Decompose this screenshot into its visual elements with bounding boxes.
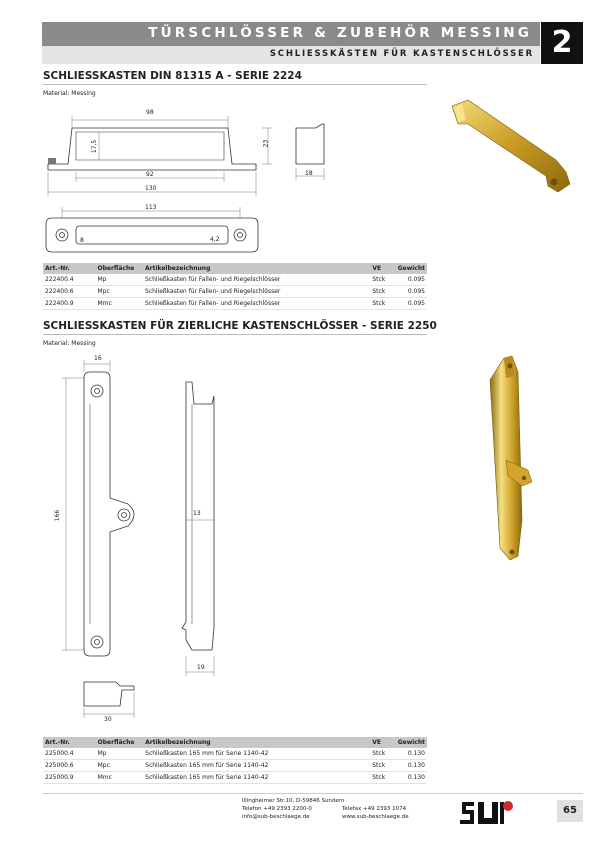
section1-material: Material: Messing (43, 90, 96, 97)
cell-weight: 0.095 (396, 298, 427, 310)
cell-ve: Stck (370, 772, 395, 784)
col-header-surface: Oberfläche (96, 737, 144, 748)
cell-weight: 0.130 (396, 772, 427, 784)
chapter-number: 2 (541, 22, 583, 64)
cell-description: Schließkasten 165 mm für Serie 1140-42 (143, 760, 370, 772)
col-header-surface: Oberfläche (95, 263, 142, 274)
cell-ve: Stck (370, 748, 395, 760)
col-header-ve: VE (370, 263, 395, 274)
cell-weight: 0.095 (396, 286, 427, 298)
cell-artnr: 225000.6 (43, 760, 96, 772)
cell-weight: 0.130 (396, 760, 427, 772)
dim-19: 19 (197, 664, 205, 671)
cell-ve: Stck (370, 274, 395, 286)
cell-surface: Mpc (95, 286, 142, 298)
cell-description: Schließkasten für Fallen- und Riegelschlösser (143, 298, 370, 310)
cell-artnr: 222400.9 (43, 298, 95, 310)
dim-98: 98 (146, 109, 154, 116)
page-title: TÜRSCHLÖSSER & ZUBEHÖR MESSING (148, 25, 532, 41)
page-subtitle: SCHLIESSKÄSTEN FÜR KASTENSCHLÖSSER (269, 49, 534, 59)
cell-surface: Mmc (95, 298, 142, 310)
cell-surface: Mp (96, 748, 144, 760)
dim-4-2: 4,2 (210, 236, 220, 243)
dim-30: 30 (104, 716, 112, 723)
section2-material: Material: Messing (43, 340, 96, 347)
footer-address: Illingheimer Str.10, D-59846 Sundern (242, 798, 345, 804)
dim-166: 166 (54, 509, 62, 522)
cell-description: Schließkasten 165 mm für Serie 1140-42 (143, 772, 370, 784)
section1-title: SCHLIESSKASTEN DIN 81315 A - SERIE 2224 (43, 70, 302, 82)
col-header-artnr: Art.-Nr. (43, 263, 95, 274)
cell-description: Schließkasten 165 mm für Serie 1140-42 (143, 748, 370, 760)
footer-web: www.sub-beschlaege.de (342, 814, 409, 820)
col-header-description: Artikelbezeichnung (143, 737, 370, 748)
cell-artnr: 222400.4 (43, 274, 95, 286)
dim-23: 23 (262, 139, 270, 148)
cell-description: Schließkasten für Fallen- und Riegelschlösser (143, 286, 370, 298)
dim-17-5: 17,5 (91, 139, 99, 154)
dim-8: 8 (80, 237, 84, 244)
cell-artnr: 225000.4 (43, 748, 96, 760)
section2-title: SCHLIESSKASTEN FÜR ZIERLICHE KASTENSCHLÖSSER - SERIE 2250 (43, 320, 437, 332)
footer-fax: Telefax +49 2393 1074 (342, 806, 407, 812)
col-header-weight: Gewicht (397, 265, 425, 272)
cell-weight: 0.095 (396, 274, 427, 286)
col-header-description: Artikelbezeichnung (143, 263, 370, 274)
col-header-artnr: Art.-Nr. (43, 737, 96, 748)
cell-surface: Mpc (96, 760, 144, 772)
cell-artnr: 222400.6 (43, 286, 95, 298)
page-number: 65 (557, 800, 583, 822)
col-header-weight: Gewicht (397, 739, 425, 746)
footer-phone: Telefon +49 2393 2200-0 (242, 806, 312, 812)
dim-113: 113 (145, 204, 157, 211)
cell-surface: Mp (95, 274, 142, 286)
dim-18: 18 (305, 170, 313, 177)
cell-ve: Stck (370, 298, 395, 310)
dim-13: 13 (193, 510, 201, 517)
dim-92: 92 (146, 171, 154, 178)
cell-artnr: 225000.9 (43, 772, 96, 784)
dim-16: 16 (94, 355, 102, 362)
dim-130: 130 (145, 185, 157, 192)
cell-surface: Mmc (96, 772, 144, 784)
cell-ve: Stck (370, 760, 395, 772)
cell-description: Schließkasten für Fallen- und Riegelschlösser (143, 274, 370, 286)
footer-email: info@sub-beschlaege.de (242, 814, 310, 820)
cell-weight: 0.130 (396, 748, 427, 760)
cell-ve: Stck (370, 286, 395, 298)
col-header-ve: VE (370, 737, 395, 748)
